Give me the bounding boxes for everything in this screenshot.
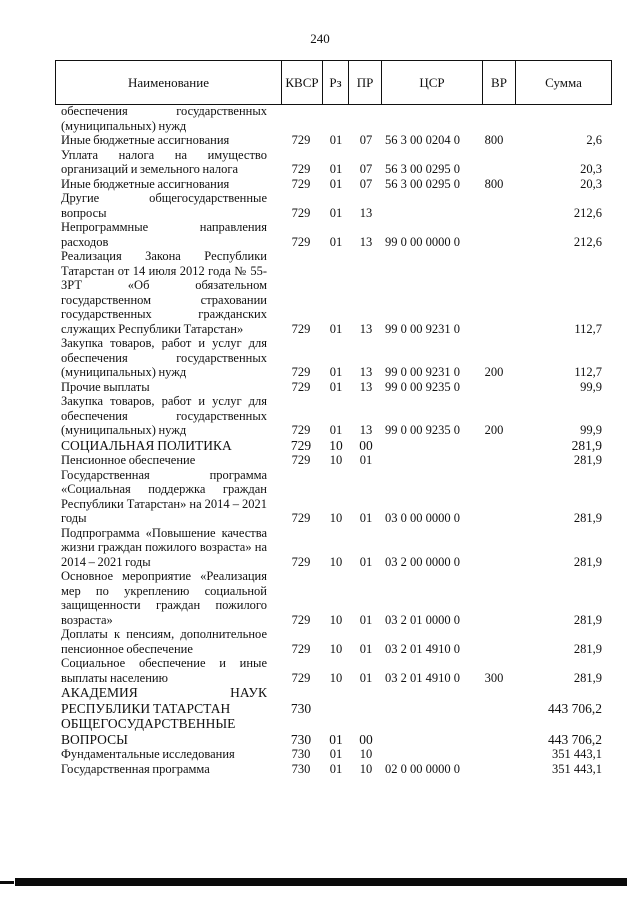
row-sum: 112,7 [574,365,602,379]
row-pr: 07 [359,162,373,176]
row-pr: 01 [359,453,373,467]
row-sum: 281,9 [573,641,602,656]
row-pr: 01 [359,641,373,656]
row-kvsr: 729 [290,437,312,453]
column-header-vr: ВР [483,61,516,105]
row-sum: 443 706,2 [548,700,602,716]
row-sum: 443 706,2 [548,731,602,747]
row-csr: 56 3 00 0204 0 [385,133,460,147]
row-rz: 01 [329,747,343,761]
row-csr: 99 0 00 0000 0 [385,234,460,249]
row-name: Иные бюджетные ассигнования [61,176,230,191]
row-rz: 01 [329,321,343,336]
row-vr: 300 [484,670,504,685]
table-row [0,685,640,716]
row-name: Прочие выплаты [61,379,150,394]
row-pr: 13 [359,321,373,336]
row-rz: 01 [329,234,343,249]
row-csr: 99 0 00 9235 0 [385,379,460,394]
row-rz: 10 [329,670,343,685]
row-kvsr: 730 [291,747,311,761]
row-sum: 281,9 [573,612,602,627]
row-pr: 01 [359,554,373,569]
row-csr: 99 0 00 9231 0 [385,321,460,336]
row-pr: 01 [359,670,373,685]
row-sum: 281,9 [571,437,602,453]
row-pr: 01 [359,612,373,627]
row-name: Реализация Закона Республики Татарстан от 14 июля 2012 года № 55-ЗРТ «Об обязательном государственном страховании государственных гражданских служащих Республики Татарстан» [61,249,267,336]
row-name: Подпрограмма «Повышение качества жизни граждан пожилого возраста» на 2014 – 2021 годы [61,525,267,569]
row-sum: 281,9 [573,511,602,525]
row-rz: 01 [329,379,343,394]
row-kvsr: 729 [291,670,311,685]
row-kvsr: 729 [291,162,311,176]
table-row [0,526,640,570]
column-header-csr: ЦСР [382,61,483,105]
table-row [0,104,640,133]
table-row [0,177,640,192]
row-sum: 351 443,1 [552,761,602,776]
row-name: Уплата налога на имущество организаций и земельного налога [61,147,267,176]
table-row [0,747,640,762]
row-kvsr: 729 [291,321,311,336]
table-row [0,453,640,468]
row-rz: 10 [329,511,343,525]
row-name: Закупка товаров, работ и услуг для обеспечения государственных (муниципальных) нужд [61,336,267,379]
row-name: Другие общегосударственные вопросы [61,191,267,220]
scan-edge-mark [0,881,14,884]
row-vr: 200 [484,423,504,437]
row-kvsr: 729 [291,365,311,379]
row-pr: 13 [359,234,373,249]
table-row [0,380,640,395]
row-kvsr: 729 [291,133,311,147]
row-vr: 800 [484,176,504,191]
row-sum: 212,6 [573,205,602,220]
row-rz: 10 [329,453,343,467]
table-row [0,716,640,747]
row-pr: 13 [359,205,373,220]
row-rz: 01 [329,731,343,747]
table-row [0,569,640,627]
row-csr: 03 2 01 4910 0 [385,641,460,656]
row-kvsr: 730 [290,700,312,716]
row-pr: 13 [359,365,373,379]
budget-table-body [0,104,640,776]
row-rz: 01 [329,176,343,191]
row-vr: 200 [484,365,504,379]
table-row [0,394,640,438]
row-kvsr: 729 [291,423,311,437]
table-row [0,191,640,220]
column-header-rz: Рз [323,61,349,105]
row-sum: 212,6 [573,234,602,249]
row-sum: 20,3 [580,176,602,191]
row-name: Закупка товаров, работ и услуг для обеспечения государственных (муниципальных) нужд [61,394,267,437]
row-sum: 20,3 [580,162,602,176]
row-csr: 03 2 01 0000 0 [385,612,460,627]
row-name: Пенсионное обеспечение [61,453,196,467]
row-csr: 56 3 00 0295 0 [385,176,460,191]
row-name: обеспечения государственных (муниципальных) нужд [61,104,267,133]
row-name: Фундаментальные исследования [61,747,235,761]
row-vr: 800 [484,133,504,147]
table-row [0,220,640,249]
row-rz: 01 [329,423,343,437]
row-rz: 01 [329,365,343,379]
row-sum: 2,6 [586,133,602,147]
table-row [0,336,640,380]
row-kvsr: 729 [291,554,311,569]
table-row [0,656,640,685]
row-sum: 99,9 [580,379,602,394]
row-pr: 10 [359,761,373,776]
column-header-sum: Сумма [516,61,612,105]
row-kvsr: 729 [291,234,311,249]
row-sum: 281,9 [573,453,602,467]
row-kvsr: 729 [291,641,311,656]
row-name: Социальное обеспечение и иные выплаты населению [61,656,267,685]
row-sum: 99,9 [580,423,602,437]
row-name: Государственная программа «Социальная поддержка граждан Республики Татарстан» на 2014 – 2021 годы [61,467,267,525]
row-pr: 07 [359,133,373,147]
row-name: Непрограммные направления расходов [61,220,267,249]
table-row [0,762,640,777]
row-pr: 07 [359,176,373,191]
row-sum: 281,9 [573,670,602,685]
row-rz: 10 [329,437,343,453]
table-row [0,148,640,177]
row-rz: 10 [329,612,343,627]
row-pr: 00 [359,437,373,453]
row-pr: 10 [359,747,373,761]
table-header [55,60,612,105]
row-name: СОЦИАЛЬНАЯ ПОЛИТИКА [61,437,232,453]
row-kvsr: 730 [291,761,311,776]
table-row [0,249,640,336]
row-pr: 13 [359,379,373,394]
row-kvsr: 729 [291,453,311,467]
row-rz: 01 [329,761,343,776]
row-kvsr: 729 [291,379,311,394]
row-kvsr: 729 [291,176,311,191]
row-csr: 02 0 00 0000 0 [385,761,460,776]
row-kvsr: 729 [291,205,311,220]
row-name: Государственная программа [61,761,210,776]
row-pr: 00 [359,731,373,747]
row-csr: 03 2 00 0000 0 [385,554,460,569]
table-row [0,468,640,526]
row-pr: 01 [359,511,373,525]
row-kvsr: 729 [291,511,311,525]
table-row [0,133,640,148]
page-number: 240 [310,31,330,46]
column-header-pr: ПР [349,61,382,105]
row-csr: 99 0 00 9231 0 [385,365,460,379]
column-header-name: Наименование [56,61,282,105]
row-name: АКАДЕМИЯ НАУК РЕСПУБЛИКИ ТАТАРСТАН [61,685,267,716]
scan-edge-bar [15,878,627,886]
row-sum: 112,7 [574,321,602,336]
row-pr: 13 [359,423,373,437]
column-header-kvsr: КВСР [282,61,323,105]
row-rz: 10 [329,554,343,569]
table-row [0,438,640,454]
row-csr: 99 0 00 9235 0 [385,423,460,437]
row-rz: 01 [329,205,343,220]
row-sum: 281,9 [573,554,602,569]
row-kvsr: 729 [291,612,311,627]
row-rz: 01 [329,162,343,176]
row-name: Основное мероприятие «Реализация мер по укреплению социальной защищенности граждан пожилого возраста» [61,569,267,627]
row-name: ОБЩЕГОСУДАРСТВЕННЫЕ ВОПРОСЫ [61,716,236,747]
row-rz: 01 [329,133,343,147]
row-name: Иные бюджетные ассигнования [61,133,230,147]
row-kvsr: 730 [290,731,312,747]
table-row [0,627,640,656]
row-csr: 56 3 00 0295 0 [385,162,460,176]
row-csr: 03 2 01 4910 0 [385,670,460,685]
row-name: Доплаты к пенсиям, дополнительное пенсионное обеспечение [61,627,267,656]
row-sum: 351 443,1 [552,747,602,761]
row-csr: 03 0 00 0000 0 [385,511,460,525]
row-rz: 10 [329,641,343,656]
